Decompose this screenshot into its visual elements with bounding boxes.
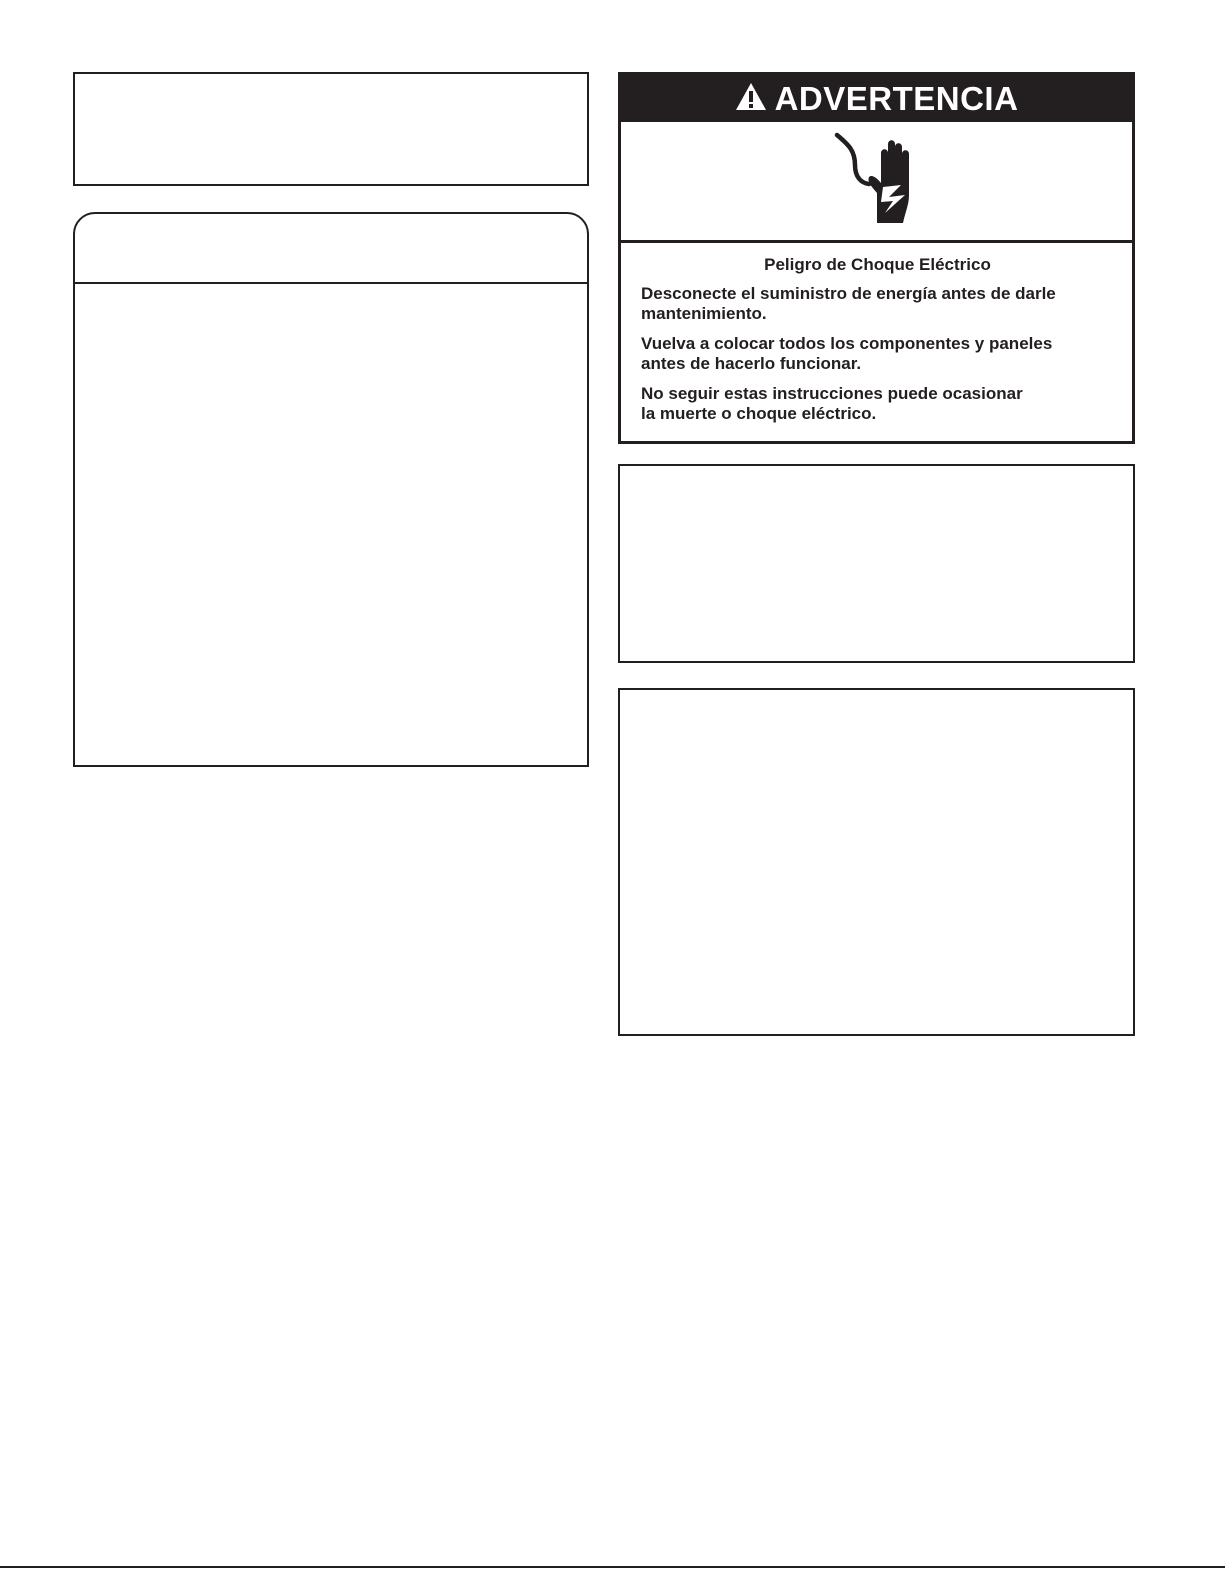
warning-header bbox=[621, 75, 1132, 122]
warning-label bbox=[618, 72, 1135, 444]
tabbed-section-header bbox=[73, 212, 589, 284]
empty-info-box bbox=[618, 688, 1135, 1036]
warning-instruction-line: Desconecte el suministro de energía antes de darle bbox=[641, 284, 1056, 303]
warning-title: Peligro de Choque Eléctrico bbox=[764, 255, 991, 274]
empty-info-box bbox=[618, 464, 1135, 663]
warning-instruction-line: Vuelva a colocar todos los componentes y paneles bbox=[641, 334, 1053, 353]
warning-instruction-line: No seguir estas instrucciones puede ocasionar bbox=[641, 384, 1023, 403]
empty-notice-box bbox=[73, 72, 589, 186]
electric-shock-hand-icon bbox=[831, 131, 923, 232]
warning-consequence bbox=[641, 384, 1114, 424]
warning-instruction-line: la muerte o choque eléctrico. bbox=[641, 404, 877, 423]
warning-text-area bbox=[621, 243, 1132, 441]
tabbed-section-box bbox=[73, 214, 589, 767]
page-footer-rule bbox=[0, 1566, 1225, 1568]
warning-instruction-line: mantenimiento. bbox=[641, 304, 767, 323]
warning-instruction bbox=[641, 284, 1114, 324]
warning-triangle-icon bbox=[735, 82, 767, 116]
warning-header-label: ADVERTENCIA bbox=[774, 79, 1019, 117]
hazard-icon-area bbox=[621, 122, 1132, 243]
warning-instruction-line: antes de hacerlo funcionar. bbox=[641, 354, 862, 373]
warning-instruction bbox=[641, 334, 1114, 374]
